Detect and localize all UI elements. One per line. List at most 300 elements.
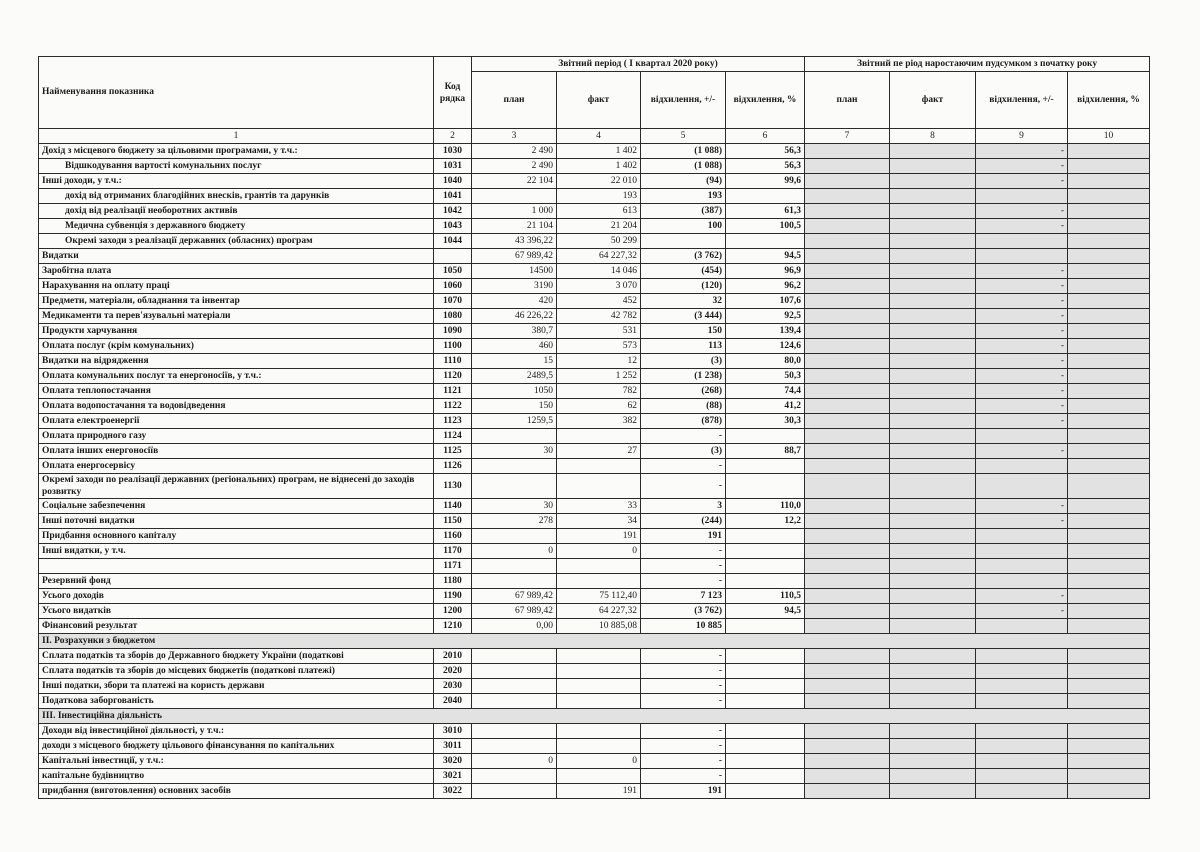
- row-code: 1170: [434, 544, 472, 559]
- deviation-cumulative-cell: [976, 724, 1068, 739]
- deviation-cumulative-cell: [976, 739, 1068, 754]
- row-code: 1090: [434, 324, 472, 339]
- row-code: 1110: [434, 354, 472, 369]
- row-code: 3020: [434, 754, 472, 769]
- fact-cumulative-cell: [890, 324, 976, 339]
- fact-cell: 573: [557, 339, 641, 354]
- header-deviation-pct: відхилення, %: [726, 72, 805, 129]
- deviation-pct-cumulative-cell: [1068, 474, 1150, 499]
- plan-cumulative-cell: [805, 369, 890, 384]
- plan-cell: 1050: [472, 384, 557, 399]
- fact-cumulative-cell: [890, 474, 976, 499]
- deviation-cumulative-cell: -: [976, 294, 1068, 309]
- deviation-cell: (387): [641, 204, 726, 219]
- deviation-cell: (1 088): [641, 159, 726, 174]
- fact-cumulative-cell: [890, 604, 976, 619]
- plan-cell: [472, 724, 557, 739]
- row-name: Оплата комунальних послуг та енергоносіїв, у т.ч.:: [39, 369, 434, 384]
- plan-cell: 14500: [472, 264, 557, 279]
- row-name: Медикаменти та перев'язувальні матеріали: [39, 309, 434, 324]
- table-row: [39, 144, 1150, 159]
- table-row: [39, 354, 1150, 369]
- column-index: 10: [1068, 129, 1150, 144]
- deviation-cumulative-cell: [976, 189, 1068, 204]
- deviation-cumulative-cell: -: [976, 174, 1068, 189]
- row-code: 1040: [434, 174, 472, 189]
- column-index: 9: [976, 129, 1068, 144]
- deviation-cell: (3 762): [641, 604, 726, 619]
- deviation-pct-cumulative-cell: [1068, 619, 1150, 634]
- fact-cumulative-cell: [890, 414, 976, 429]
- plan-cumulative-cell: [805, 459, 890, 474]
- row-code: 1100: [434, 339, 472, 354]
- fact-cell: 75 112,40: [557, 589, 641, 604]
- section-header-row: [39, 709, 1150, 724]
- deviation-pct-cell: 94,5: [726, 604, 805, 619]
- row-code: 1150: [434, 514, 472, 529]
- deviation-pct-cell: [726, 769, 805, 784]
- deviation-pct-cell: [726, 474, 805, 499]
- table-row: [39, 189, 1150, 204]
- row-name: Оплата інших енергоносіїв: [39, 444, 434, 459]
- deviation-cumulative-cell: -: [976, 514, 1068, 529]
- deviation-pct-cell: [726, 619, 805, 634]
- fact-cell: 14 046: [557, 264, 641, 279]
- deviation-cumulative-cell: [976, 529, 1068, 544]
- plan-cell: [472, 664, 557, 679]
- row-name: Оплата послуг (крім комунальних): [39, 339, 434, 354]
- deviation-cell: (3): [641, 444, 726, 459]
- column-index: 2: [434, 129, 472, 144]
- row-name: Заробітна плата: [39, 264, 434, 279]
- deviation-cumulative-cell: [976, 429, 1068, 444]
- deviation-pct-cell: 107,6: [726, 294, 805, 309]
- deviation-cumulative-cell: [976, 619, 1068, 634]
- fact-cumulative-cell: [890, 574, 976, 589]
- plan-cell: 67 989,42: [472, 249, 557, 264]
- row-code: [434, 249, 472, 264]
- fact-cell: [557, 559, 641, 574]
- table-row: [39, 499, 1150, 514]
- plan-cell: 15: [472, 354, 557, 369]
- deviation-pct-cumulative-cell: [1068, 354, 1150, 369]
- plan-cell: 67 989,42: [472, 604, 557, 619]
- deviation-pct-cumulative-cell: [1068, 604, 1150, 619]
- header-name: Найменування показника: [39, 57, 434, 129]
- row-name: Окремі заходи з реалізації державних (обласних) програм: [39, 234, 434, 249]
- plan-cumulative-cell: [805, 574, 890, 589]
- deviation-pct-cumulative-cell: [1068, 369, 1150, 384]
- deviation-cell: -: [641, 679, 726, 694]
- fact-cumulative-cell: [890, 529, 976, 544]
- table-row: [39, 754, 1150, 769]
- row-code: 1210: [434, 619, 472, 634]
- fact-cell: 27: [557, 444, 641, 459]
- header-plan-cumulative: план: [805, 72, 890, 129]
- column-index: 1: [39, 129, 434, 144]
- deviation-pct-cumulative-cell: [1068, 444, 1150, 459]
- table-row: [39, 294, 1150, 309]
- row-code: 1120: [434, 369, 472, 384]
- fact-cumulative-cell: [890, 559, 976, 574]
- deviation-pct-cell: 30,3: [726, 414, 805, 429]
- table-row: [39, 414, 1150, 429]
- plan-cell: 46 226,22: [472, 309, 557, 324]
- row-code: 1125: [434, 444, 472, 459]
- deviation-cell: (878): [641, 414, 726, 429]
- plan-cumulative-cell: [805, 784, 890, 799]
- row-name: Придбання основного капіталу: [39, 529, 434, 544]
- plan-cell: [472, 459, 557, 474]
- fact-cell: 50 299: [557, 234, 641, 249]
- plan-cell: 67 989,42: [472, 589, 557, 604]
- deviation-cell: 150: [641, 324, 726, 339]
- fact-cumulative-cell: [890, 664, 976, 679]
- row-code: 1043: [434, 219, 472, 234]
- section-title: ІІІ. Інвестиційна діяльність: [39, 709, 1150, 724]
- deviation-cumulative-cell: [976, 784, 1068, 799]
- row-code: 1041: [434, 189, 472, 204]
- column-index: 6: [726, 129, 805, 144]
- fact-cell: 22 010: [557, 174, 641, 189]
- row-code: 2040: [434, 694, 472, 709]
- section-title: ІІ. Розрахунки з бюджетом: [39, 634, 1150, 649]
- fact-cumulative-cell: [890, 514, 976, 529]
- row-name: Соціальне забезпечення: [39, 499, 434, 514]
- deviation-cumulative-cell: -: [976, 414, 1068, 429]
- row-name: Видатки: [39, 249, 434, 264]
- deviation-pct-cell: 100,5: [726, 219, 805, 234]
- row-code: 1180: [434, 574, 472, 589]
- deviation-pct-cumulative-cell: [1068, 559, 1150, 574]
- row-name: Предмети, матеріали, обладнання та інвентар: [39, 294, 434, 309]
- row-code: 3010: [434, 724, 472, 739]
- fact-cell: 64 227,32: [557, 604, 641, 619]
- row-name: Інші видатки, у т.ч.: [39, 544, 434, 559]
- row-name: Сплата податків та зборів до місцевих бюджетів (податкові платежі): [39, 664, 434, 679]
- plan-cell: 2489,5: [472, 369, 557, 384]
- deviation-pct-cell: [726, 694, 805, 709]
- fact-cell: 62: [557, 399, 641, 414]
- deviation-pct-cell: 110,5: [726, 589, 805, 604]
- fact-cumulative-cell: [890, 694, 976, 709]
- deviation-cell: -: [641, 544, 726, 559]
- row-name: Окремі заходи по реалізації державних (регіональних) програм, не віднесені до заходів розвитку: [39, 474, 434, 499]
- plan-cumulative-cell: [805, 279, 890, 294]
- deviation-cumulative-cell: -: [976, 324, 1068, 339]
- deviation-pct-cell: 96,9: [726, 264, 805, 279]
- row-name: Оплата природного газу: [39, 429, 434, 444]
- deviation-pct-cumulative-cell: [1068, 309, 1150, 324]
- row-code: 1190: [434, 589, 472, 604]
- deviation-cumulative-cell: [976, 664, 1068, 679]
- deviation-cumulative-cell: -: [976, 279, 1068, 294]
- table-row: [39, 694, 1150, 709]
- deviation-cumulative-cell: [976, 474, 1068, 499]
- table-row: [39, 649, 1150, 664]
- deviation-pct-cell: 56,3: [726, 159, 805, 174]
- deviation-cumulative-cell: [976, 679, 1068, 694]
- deviation-pct-cumulative-cell: [1068, 649, 1150, 664]
- plan-cell: 1259,5: [472, 414, 557, 429]
- fact-cumulative-cell: [890, 369, 976, 384]
- row-name: [39, 559, 434, 574]
- deviation-pct-cumulative-cell: [1068, 664, 1150, 679]
- header-deviation-cumulative: відхилення, +/-: [976, 72, 1068, 129]
- plan-cell: 3190: [472, 279, 557, 294]
- table-row: [39, 309, 1150, 324]
- row-code: 1124: [434, 429, 472, 444]
- fact-cumulative-cell: [890, 189, 976, 204]
- row-name: Усього видатків: [39, 604, 434, 619]
- deviation-cell: (3 762): [641, 249, 726, 264]
- deviation-cell: -: [641, 769, 726, 784]
- fact-cumulative-cell: [890, 459, 976, 474]
- column-index-row: [39, 129, 1150, 144]
- deviation-cell: -: [641, 649, 726, 664]
- fact-cumulative-cell: [890, 619, 976, 634]
- plan-cell: 0: [472, 544, 557, 559]
- plan-cell: [472, 574, 557, 589]
- table-row: [39, 234, 1150, 249]
- deviation-cumulative-cell: -: [976, 264, 1068, 279]
- row-code: 1200: [434, 604, 472, 619]
- deviation-pct-cumulative-cell: [1068, 219, 1150, 234]
- fact-cumulative-cell: [890, 739, 976, 754]
- deviation-cumulative-cell: [976, 559, 1068, 574]
- deviation-cumulative-cell: [976, 234, 1068, 249]
- plan-cumulative-cell: [805, 694, 890, 709]
- deviation-pct-cell: [726, 529, 805, 544]
- plan-cumulative-cell: [805, 144, 890, 159]
- fact-cell: [557, 459, 641, 474]
- table-row: [39, 604, 1150, 619]
- row-code: 1140: [434, 499, 472, 514]
- row-name: Оплата електроенергії: [39, 414, 434, 429]
- fact-cumulative-cell: [890, 249, 976, 264]
- deviation-cumulative-cell: -: [976, 589, 1068, 604]
- deviation-pct-cell: [726, 664, 805, 679]
- deviation-pct-cumulative-cell: [1068, 294, 1150, 309]
- fact-cumulative-cell: [890, 279, 976, 294]
- table-row: [39, 544, 1150, 559]
- plan-cell: 460: [472, 339, 557, 354]
- plan-cumulative-cell: [805, 429, 890, 444]
- deviation-pct-cell: 96,2: [726, 279, 805, 294]
- deviation-pct-cumulative-cell: [1068, 694, 1150, 709]
- header-fact: факт: [557, 72, 641, 129]
- row-name: Доходи від інвестиційної діяльності, у т.ч.:: [39, 724, 434, 739]
- deviation-cell: -: [641, 459, 726, 474]
- deviation-pct-cumulative-cell: [1068, 589, 1150, 604]
- deviation-cell: -: [641, 559, 726, 574]
- deviation-cell: -: [641, 574, 726, 589]
- deviation-pct-cumulative-cell: [1068, 234, 1150, 249]
- deviation-pct-cumulative-cell: [1068, 529, 1150, 544]
- row-name: Інші поточні видатки: [39, 514, 434, 529]
- fact-cell: [557, 474, 641, 499]
- plan-cell: 2 490: [472, 144, 557, 159]
- fact-cell: [557, 724, 641, 739]
- deviation-cell: (1 088): [641, 144, 726, 159]
- deviation-pct-cumulative-cell: [1068, 159, 1150, 174]
- fact-cell: 10 885,08: [557, 619, 641, 634]
- deviation-cell: 7 123: [641, 589, 726, 604]
- deviation-cumulative-cell: -: [976, 369, 1068, 384]
- deviation-cell: 10 885: [641, 619, 726, 634]
- plan-cell: 278: [472, 514, 557, 529]
- deviation-pct-cumulative-cell: [1068, 189, 1150, 204]
- row-name: Нарахування на оплату праці: [39, 279, 434, 294]
- fact-cell: [557, 769, 641, 784]
- plan-cumulative-cell: [805, 189, 890, 204]
- deviation-pct-cell: [726, 234, 805, 249]
- row-name: Інші податки, збори та платежі на користь держави: [39, 679, 434, 694]
- deviation-cumulative-cell: -: [976, 384, 1068, 399]
- plan-cell: 1 000: [472, 204, 557, 219]
- fact-cumulative-cell: [890, 174, 976, 189]
- deviation-pct-cell: [726, 679, 805, 694]
- row-code: 1121: [434, 384, 472, 399]
- fact-cell: 613: [557, 204, 641, 219]
- row-name: придбання (виготовлення) основних засобів: [39, 784, 434, 799]
- fact-cell: 12: [557, 354, 641, 369]
- deviation-pct-cumulative-cell: [1068, 384, 1150, 399]
- deviation-pct-cumulative-cell: [1068, 739, 1150, 754]
- deviation-cumulative-cell: [976, 249, 1068, 264]
- deviation-pct-cumulative-cell: [1068, 499, 1150, 514]
- deviation-cell: -: [641, 429, 726, 444]
- plan-cumulative-cell: [805, 514, 890, 529]
- deviation-cell: -: [641, 664, 726, 679]
- header-period-quarter: Звітний період ( І квартал 2020 року): [472, 57, 805, 72]
- table-row: [39, 444, 1150, 459]
- deviation-pct-cumulative-cell: [1068, 279, 1150, 294]
- deviation-cell: -: [641, 694, 726, 709]
- row-name: Податкова заборгованість: [39, 694, 434, 709]
- plan-cell: 22 104: [472, 174, 557, 189]
- row-code: 2010: [434, 649, 472, 664]
- deviation-cumulative-cell: -: [976, 144, 1068, 159]
- deviation-pct-cumulative-cell: [1068, 174, 1150, 189]
- row-name: Інші доходи, у т.ч.:: [39, 174, 434, 189]
- deviation-cumulative-cell: -: [976, 309, 1068, 324]
- plan-cell: [472, 769, 557, 784]
- plan-cell: 0: [472, 754, 557, 769]
- deviation-pct-cell: 88,7: [726, 444, 805, 459]
- deviation-cumulative-cell: -: [976, 499, 1068, 514]
- fact-cell: 64 227,32: [557, 249, 641, 264]
- plan-cumulative-cell: [805, 159, 890, 174]
- deviation-pct-cell: 80,0: [726, 354, 805, 369]
- row-code: 1126: [434, 459, 472, 474]
- plan-cumulative-cell: [805, 324, 890, 339]
- deviation-pct-cell: [726, 544, 805, 559]
- table-row: [39, 264, 1150, 279]
- deviation-pct-cell: 61,3: [726, 204, 805, 219]
- table-row: [39, 514, 1150, 529]
- row-name: Медична субвенція з державного бюджету: [39, 219, 434, 234]
- deviation-cell: 32: [641, 294, 726, 309]
- table-row: [39, 589, 1150, 604]
- plan-cell: [472, 559, 557, 574]
- row-name: дохід від реалізації необоротних активів: [39, 204, 434, 219]
- fact-cumulative-cell: [890, 294, 976, 309]
- table-row: [39, 159, 1150, 174]
- row-code: 3011: [434, 739, 472, 754]
- deviation-pct-cell: 110,0: [726, 499, 805, 514]
- plan-cell: [472, 784, 557, 799]
- plan-cell: 420: [472, 294, 557, 309]
- deviation-pct-cumulative-cell: [1068, 414, 1150, 429]
- deviation-pct-cell: 94,5: [726, 249, 805, 264]
- table-row: [39, 474, 1150, 499]
- deviation-cumulative-cell: [976, 459, 1068, 474]
- plan-cell: 2 490: [472, 159, 557, 174]
- plan-cell: 43 396,22: [472, 234, 557, 249]
- fact-cumulative-cell: [890, 144, 976, 159]
- deviation-cell: (120): [641, 279, 726, 294]
- plan-cumulative-cell: [805, 754, 890, 769]
- header-plan: план: [472, 72, 557, 129]
- row-code: 1050: [434, 264, 472, 279]
- plan-cell: [472, 529, 557, 544]
- deviation-cumulative-cell: [976, 649, 1068, 664]
- section-header-row: [39, 634, 1150, 649]
- table-row: [39, 249, 1150, 264]
- fact-cumulative-cell: [890, 339, 976, 354]
- deviation-pct-cell: 139,4: [726, 324, 805, 339]
- row-name: Сплата податків та зборів до Державного бюджету України (податкові: [39, 649, 434, 664]
- header-deviation-pct-cumulative: відхилення, %: [1068, 72, 1150, 129]
- deviation-pct-cell: [726, 724, 805, 739]
- plan-cumulative-cell: [805, 354, 890, 369]
- deviation-cell: (244): [641, 514, 726, 529]
- deviation-cell: 191: [641, 784, 726, 799]
- plan-cumulative-cell: [805, 604, 890, 619]
- deviation-cumulative-cell: [976, 574, 1068, 589]
- row-code: 1031: [434, 159, 472, 174]
- deviation-cell: -: [641, 754, 726, 769]
- row-code: 2020: [434, 664, 472, 679]
- deviation-cumulative-cell: -: [976, 219, 1068, 234]
- plan-cumulative-cell: [805, 294, 890, 309]
- table-row: [39, 279, 1150, 294]
- plan-cumulative-cell: [805, 264, 890, 279]
- plan-cumulative-cell: [805, 339, 890, 354]
- fact-cumulative-cell: [890, 159, 976, 174]
- row-code: 1160: [434, 529, 472, 544]
- row-code: 1080: [434, 309, 472, 324]
- fact-cumulative-cell: [890, 754, 976, 769]
- fact-cell: [557, 429, 641, 444]
- fact-cumulative-cell: [890, 264, 976, 279]
- deviation-cumulative-cell: [976, 544, 1068, 559]
- fact-cell: 0: [557, 544, 641, 559]
- fact-cell: [557, 664, 641, 679]
- fact-cumulative-cell: [890, 384, 976, 399]
- fact-cell: 33: [557, 499, 641, 514]
- deviation-pct-cumulative-cell: [1068, 399, 1150, 414]
- plan-cumulative-cell: [805, 219, 890, 234]
- plan-cumulative-cell: [805, 414, 890, 429]
- fact-cell: 382: [557, 414, 641, 429]
- deviation-pct-cell: 12,2: [726, 514, 805, 529]
- deviation-pct-cumulative-cell: [1068, 769, 1150, 784]
- deviation-pct-cell: [726, 429, 805, 444]
- financial-report-table: [38, 56, 1150, 799]
- row-name: Усього доходів: [39, 589, 434, 604]
